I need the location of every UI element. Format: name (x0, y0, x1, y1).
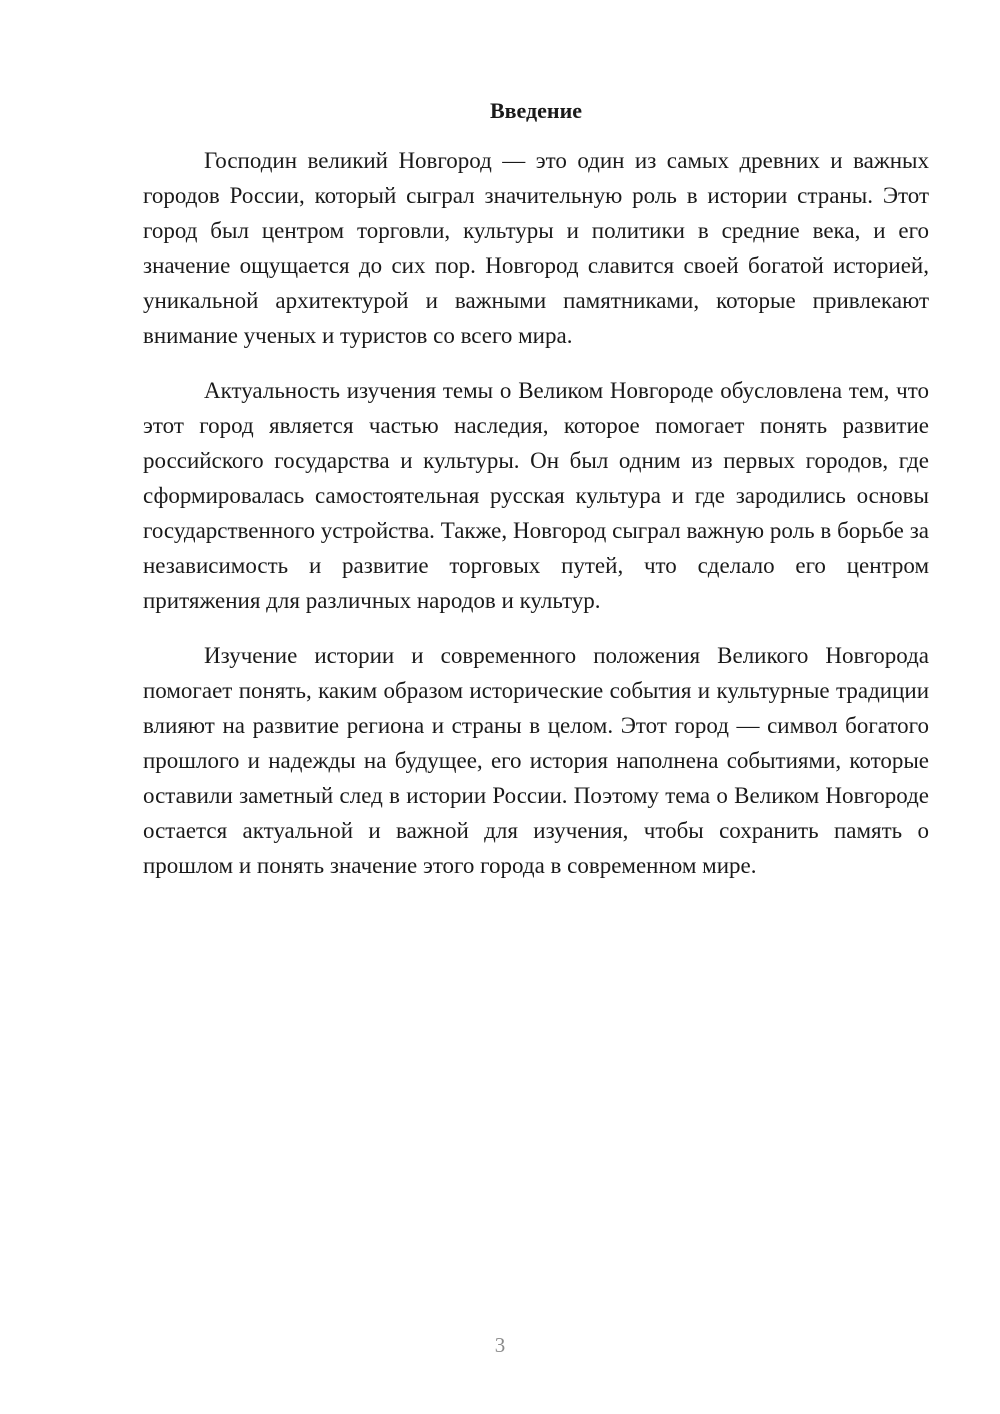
page-title: Введение (489, 98, 583, 123)
paragraph-conclusion: Изучение истории и современного положения Великого Новгорода помогает понять, каким образом исторические события и культурные традиции влияют на развитие региона и страны в целом. Этот город — символ богатого прошлого и надежды на будущее, его история наполнена событиями, которые оставили заметный след в истории России. Поэтому тема о Великом Новгороде остается актуальной и важной для изучения, чтобы сохранить память о прошлом и понять значение этого города в современном мире. (143, 643, 929, 878)
paragraph-intro: Господин великий Новгород — это один из самых древних и важных городов России, который сыграл значительную роль в истории страны. Этот город был центром торговли, культуры и политики в средние века, и его значение ощущается до сих пор. Новгород славится своей богатой историей, уникальной архитектурой и важными памятниками, которые привлекают внимание ученых и туристов со всего мира. (143, 148, 929, 348)
page-number: 3 (494, 1333, 506, 1357)
body-text (143, 143, 929, 903)
paragraph-relevance: Актуальность изучения темы о Великом Новгороде обусловлена тем, что этот город является частью наследия, которое помогает понять развитие российского государства и культуры. Он был одним из первых городов, где сформировалась самостоятельная русская культура и где зародились основы государственного устройства. Также, Новгород сыграл важную роль в борьбе за независимость и развитие торговых путей, что сделало его центром притяжения для различных народов и культур. (143, 378, 929, 613)
